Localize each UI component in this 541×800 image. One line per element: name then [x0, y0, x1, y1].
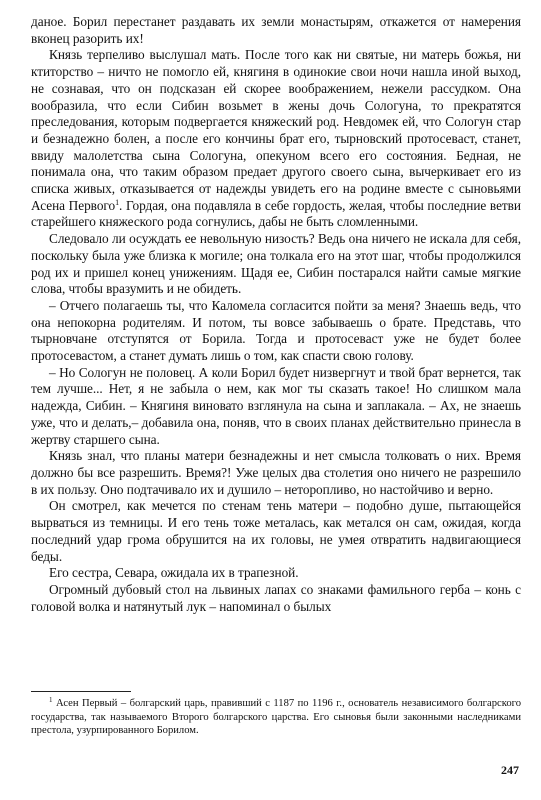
paragraph-5 — [31, 365, 521, 449]
paragraph-8-text: Его сестра, Севара, ожидала их в трапезной. — [49, 565, 299, 581]
paragraph-2 — [31, 47, 521, 231]
footnote-marker: 1 — [49, 696, 53, 704]
paragraph-6 — [31, 448, 521, 498]
footnote-divider — [31, 691, 131, 692]
paragraph-6-text: Князь знал, что планы матери безнадежны и нет смысла толковать о них. Время должно бы все разрешить. Время?! Уже целых два столетия оно ничего не разрешило в их пользу. Оно подтачивало их и душило – неторопливо, но настойчиво и верно. — [31, 448, 521, 497]
page-body — [31, 14, 521, 615]
footnote-reference[interactable]: 1 — [115, 197, 120, 207]
paragraph-8 — [31, 565, 521, 582]
paragraph-7 — [31, 498, 521, 565]
paragraph-7-text: Он смотрел, как мечется по стенам тень матери – подобно душе, пытающейся вырваться из темницы. И его тень тоже металась, как метался он сам, ожидая, когда последний удар грома обрушится на их головы, не умея отвратить надвигающиеся беды. — [31, 498, 521, 564]
paragraph-3 — [31, 231, 521, 298]
paragraph-4-text: – Отчего полагаешь ты, что Каломела согласится пойти за меня? Знаешь ведь, что она непокорна родителям. И потом, ты вовсе забываешь о брате. Представь, что тырновчане отступятся от Борила. Тогда и протосевaст уже не будет более протосевастом, а станет думать лишь о том, как спасти свою голову. — [31, 297, 521, 364]
paragraph-9 — [31, 582, 521, 615]
paragraph-5-text: – Но Сологун не половец. А коли Борил будет низвергнут и твой брат вернется, так тем лучше... Нет, я не забыла о нем, как мог ты сказать такое! Но слишком мала надежда, Сибин. – Княгиня виновато взглянула на сына и заплакала. – Ах, не знаешь уже, что и делать,– добавила она, поняв, что в своих планах действительно принесла в жертву старшего сына. — [31, 364, 521, 447]
paragraph-2-text-continued: . Гордая, она подавляла в себе гордость, желая, чтобы последние ветви старейшего княжеского рода согнулись, дабы не быть сломленными. — [31, 197, 521, 230]
footnote-text: Асен Первый – болгарский царь, правивший с 1187 по 1196 г., основатель независимого болгарского государства, так называемого Второго болгарского царства. Его сыновья были законными наследниками престола, узурпированного Борилом. — [31, 698, 521, 737]
paragraph-4 — [31, 298, 521, 365]
main-text — [31, 14, 521, 615]
page-number: 247 — [501, 763, 519, 777]
paragraph-2-text: Князь терпеливо выслушал мать. После того как ни святые, ни матерь божья, ни ктиторство – ничто не помогло ей, княгиня в одинокие свои ночи нашла иной выход, не сознавая, что он подсказан ей скорее воображением, нежели рассудком. Она вообразила, что если Сибин возьмет в жены дочь Сологуна, то прекратятся преследования, которым подвергается княжеский род. Невдомек ей, что Сологун стар и безнадежно болен, а после его кончины брат его, тырновский протосевaст, станет, ввиду малолетства сына Сологуна, опекуном всего его состояния. Бедная, не понимала она, что таким образом предает другого своего сына, вычеркивает его из списка живых, отказывается от надежды увидеть его на родине вместе с сыновьями Асена Первого — [31, 47, 521, 213]
paragraph-9-text: Огромный дубовый стол на львиных лапах со знаками фамильного герба – конь с головой волка и натянутый лук – напоминал о былых — [31, 581, 521, 614]
footnote — [31, 697, 521, 738]
paragraph-1-text: даное. Борил перестанет раздавать их земли монастырям, откажется от намерения вконец разорить их! — [31, 14, 521, 46]
paragraph-1 — [31, 14, 521, 47]
paragraph-3-text: Следовало ли осуждать ее невольную низость? Ведь она ничего не искала для себя, поскольку была уже близка к могиле; она толкала его на этот шаг, чтобы продолжился род их и пришел конец унижениям. Щадя ее, Сибин постарался найти самые мягкие слова, чтобы вразумить и не обидеть. — [31, 231, 521, 297]
